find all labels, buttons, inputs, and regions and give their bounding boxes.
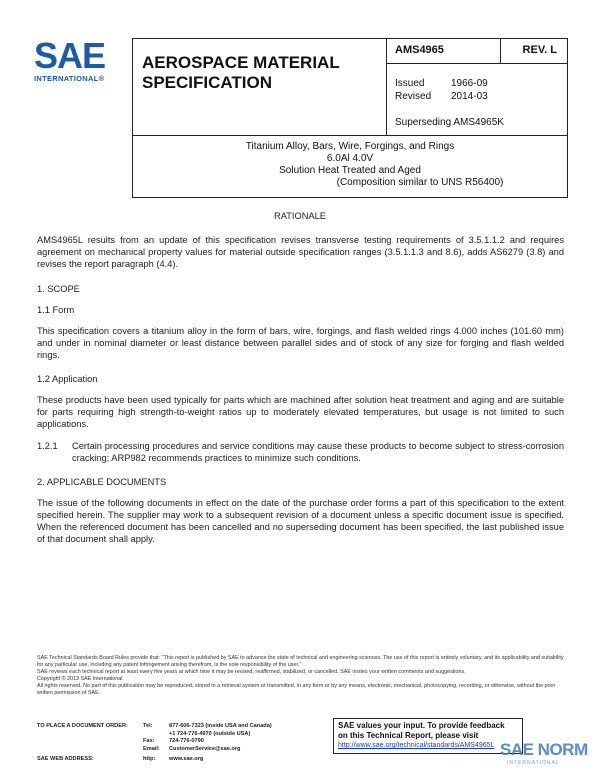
issued-row: Issued 1966-09 bbox=[395, 78, 488, 89]
review-note: SAE reviews each technical report at least every five years at which time it may be revised, reaffirmed, stabilized, or cancelled. SAE invites your written comments and suggestions. bbox=[37, 669, 466, 675]
web-link[interactable]: www.sae.org bbox=[169, 756, 204, 762]
logo-brand: SAE bbox=[34, 35, 106, 76]
revised-row: Revised 2014-03 bbox=[395, 91, 488, 102]
header-table bbox=[132, 38, 568, 136]
section-1-2-text: These products have been used typically for parts which are machined after solution heat treatment and aging and are suitable for parts requiring high strength-to-weight ratios up to moderately elevated temperatures, but usage is not limited to such applications. bbox=[37, 395, 564, 429]
feedback-link[interactable]: http://www.sae.org/technical/standards/AMS4965L bbox=[338, 742, 495, 749]
watermark-sub: INTERNATIONAL bbox=[507, 760, 560, 766]
subtitle-line4: (Composition similar to UNS R56400) bbox=[336, 177, 504, 188]
section-2-text: The issue of the following documents in effect on the date of the purchase order forms a part of this specification to the extent specified herein. The supplier may work to a subsequent revision of a document unless a specific document issue is specified. When the referenced document has been cancelled and no superseding document has been specified, the last published issue of that document shall apply. bbox=[37, 498, 564, 544]
email-link[interactable]: CustomerService@sae.org bbox=[169, 745, 241, 752]
revision: REV. L bbox=[522, 44, 557, 56]
material-title-block bbox=[132, 134, 568, 198]
section-1-2-1-number: 1.2.1 bbox=[37, 441, 58, 451]
sae-logo bbox=[34, 35, 114, 83]
document-type-title: AEROSPACE MATERIAL SPECIFICATION bbox=[142, 53, 340, 92]
rights-note: All rights reserved. No part of this publication may be reproduced, stored in a retrieval system or transmitted, in any form or by any means, electronic, mechanical, photocopying, recording, or otherwise, without the prior written permission of SAE. bbox=[37, 683, 556, 696]
doc-number: AMS4965 bbox=[395, 44, 444, 56]
subtitle-line2: 6.0Al 4.0V bbox=[326, 153, 374, 164]
section-1-heading: 1. SCOPE bbox=[37, 284, 80, 294]
section-1-1-heading: 1.1 Form bbox=[37, 305, 75, 315]
section-2-heading: 2. APPLICABLE DOCUMENTS bbox=[37, 477, 167, 487]
section-1-1-text: This specification covers a titanium alloy in the form of bars, wire, forgings, and flash welded rings 4.000 inches (101.60 mm) and under in nominal diameter or least distance between parallel sides and of stock of any size for forging and flash welded rings. bbox=[37, 326, 564, 360]
footer-notes bbox=[37, 655, 565, 697]
rationale-text: AMS4965L results from an update of this specification revises transverse testing requirements of 3.5.1.1.2 and requires agreement on mechanical property values for material outside specification ranges (3.5.1.1.3 and 8.6), adds AS6279 (3.8) and revises the report paragraph (4.4). bbox=[37, 235, 564, 269]
feedback-box: SAE values your input. To provide feedback on this Technical Report, please visit http://www.sae.org/technical/standards/AMS4965L bbox=[333, 718, 523, 754]
copyright: Copyright © 2013 SAE International bbox=[37, 676, 123, 682]
subtitle-line3: Solution Heat Treated and Aged bbox=[279, 165, 421, 176]
revision-cell bbox=[501, 39, 567, 64]
title-cell bbox=[133, 39, 387, 135]
rules-note: SAE Technical Standards Board Rules provide that: "This report is published by SAE to advance the state of technical and engineering sciences. The use of this report is entirely voluntary, and its applicability and suitability for any particular use, including any patent infringement arising therefrom, is the sole responsibility of the user." bbox=[37, 655, 564, 668]
section-1-2-heading: 1.2 Application bbox=[37, 374, 98, 384]
dates-cell bbox=[387, 64, 567, 135]
web-label: SAE WEB ADDRESS: bbox=[37, 756, 94, 762]
phone-number-intl: +1 724-776-4970 (outside USA) bbox=[169, 730, 251, 737]
subtitle-line1: Titanium Alloy, Bars, Wire, Forgings, and Rings bbox=[245, 141, 455, 152]
superseding: Superseding AMS4965K bbox=[395, 117, 504, 128]
doc-number-cell bbox=[387, 39, 501, 64]
watermark-logo: SAE NORM bbox=[500, 740, 588, 759]
logo-sub: INTERNATIONAL® bbox=[34, 74, 105, 83]
fax-number: 724-776-0790 bbox=[169, 738, 204, 744]
section-1-2-1-text: Certain processing procedures and service conditions may cause these products to become subject to stress-corrosion cracking; ARP982 recommends practices to minimize such conditions. bbox=[72, 441, 564, 463]
order-label: TO PLACE A DOCUMENT ORDER: bbox=[37, 723, 128, 729]
rationale-heading: RATIONALE bbox=[273, 211, 326, 221]
phone-number: 877-606-7323 (inside USA and Canada) bbox=[169, 723, 272, 729]
